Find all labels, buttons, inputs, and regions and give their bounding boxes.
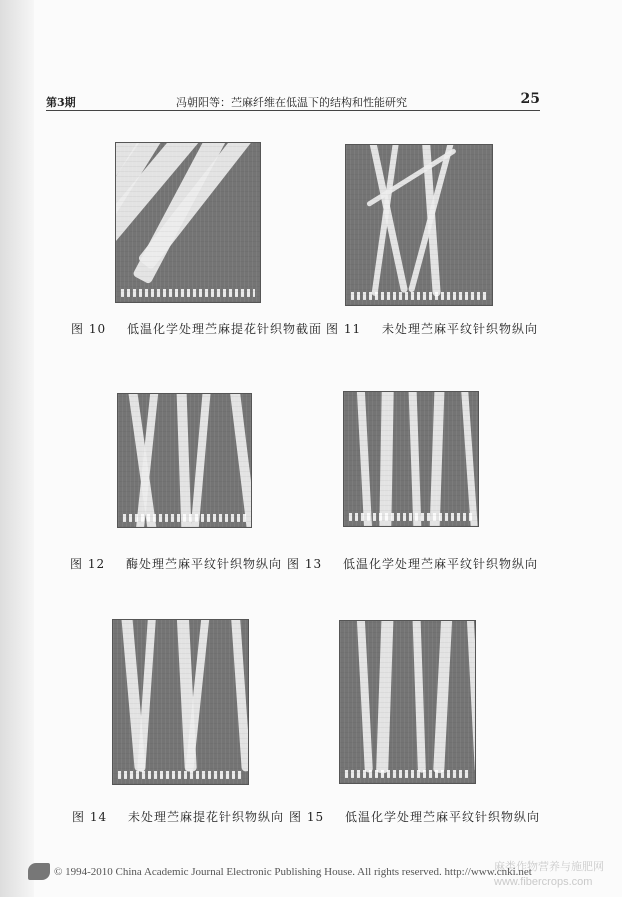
figure-12-text: 酶处理苎麻平纹针织物纵向 (126, 557, 283, 571)
running-title: 冯朝阳等：苎麻纤维在低温下的结构和性能研究 (176, 96, 407, 109)
page-header (46, 88, 540, 111)
watermark-line-1: 麻类作物营养与施肥网 (494, 861, 604, 873)
figure-10-text: 低温化学处理苎麻提花针织物截面 (127, 322, 323, 336)
figure-12-caption (70, 555, 282, 572)
figure-14-caption (72, 808, 284, 825)
figure-15-image (339, 620, 476, 784)
page-number: 25 (520, 91, 540, 107)
publisher-logo-icon (28, 863, 50, 880)
figure-10-image (115, 142, 261, 303)
site-watermark (494, 860, 622, 894)
figure-15-text: 低温化学处理苎麻平纹针织物纵向 (345, 810, 541, 824)
cnki-link[interactable]: http://www.cnki.net (444, 866, 532, 878)
figure-12-image (117, 393, 252, 528)
figure-13-image (343, 391, 479, 527)
issue-label: 第3期 (46, 96, 76, 109)
figure-14-number: 图 14 (72, 810, 108, 824)
figure-14-image (112, 619, 249, 785)
figure-10-caption (71, 320, 322, 337)
watermark-line-2: www.fibercrops.com (494, 876, 593, 888)
copyright-line: © 1994-2010 China Academic Journal Electronic Publishing House. All rights reserved. (54, 866, 442, 878)
copyright-text (54, 866, 532, 878)
figure-13-text: 低温化学处理苎麻平纹针织物纵向 (343, 557, 539, 571)
figure-14-text: 未处理苎麻提花针织物纵向 (128, 810, 285, 824)
figure-13-caption (287, 555, 538, 572)
figure-12-number: 图 12 (70, 557, 106, 571)
figure-15-number: 图 15 (289, 810, 325, 824)
figure-13-number: 图 13 (287, 557, 323, 571)
figure-11-text: 未处理苎麻平纹针织物纵向 (382, 322, 539, 336)
figure-10-number: 图 10 (71, 322, 107, 336)
figure-11-number: 图 11 (326, 322, 362, 336)
figure-11-caption (326, 320, 538, 337)
figure-15-caption (289, 808, 540, 825)
scan-edge (0, 0, 34, 897)
figure-11-image (345, 144, 493, 306)
